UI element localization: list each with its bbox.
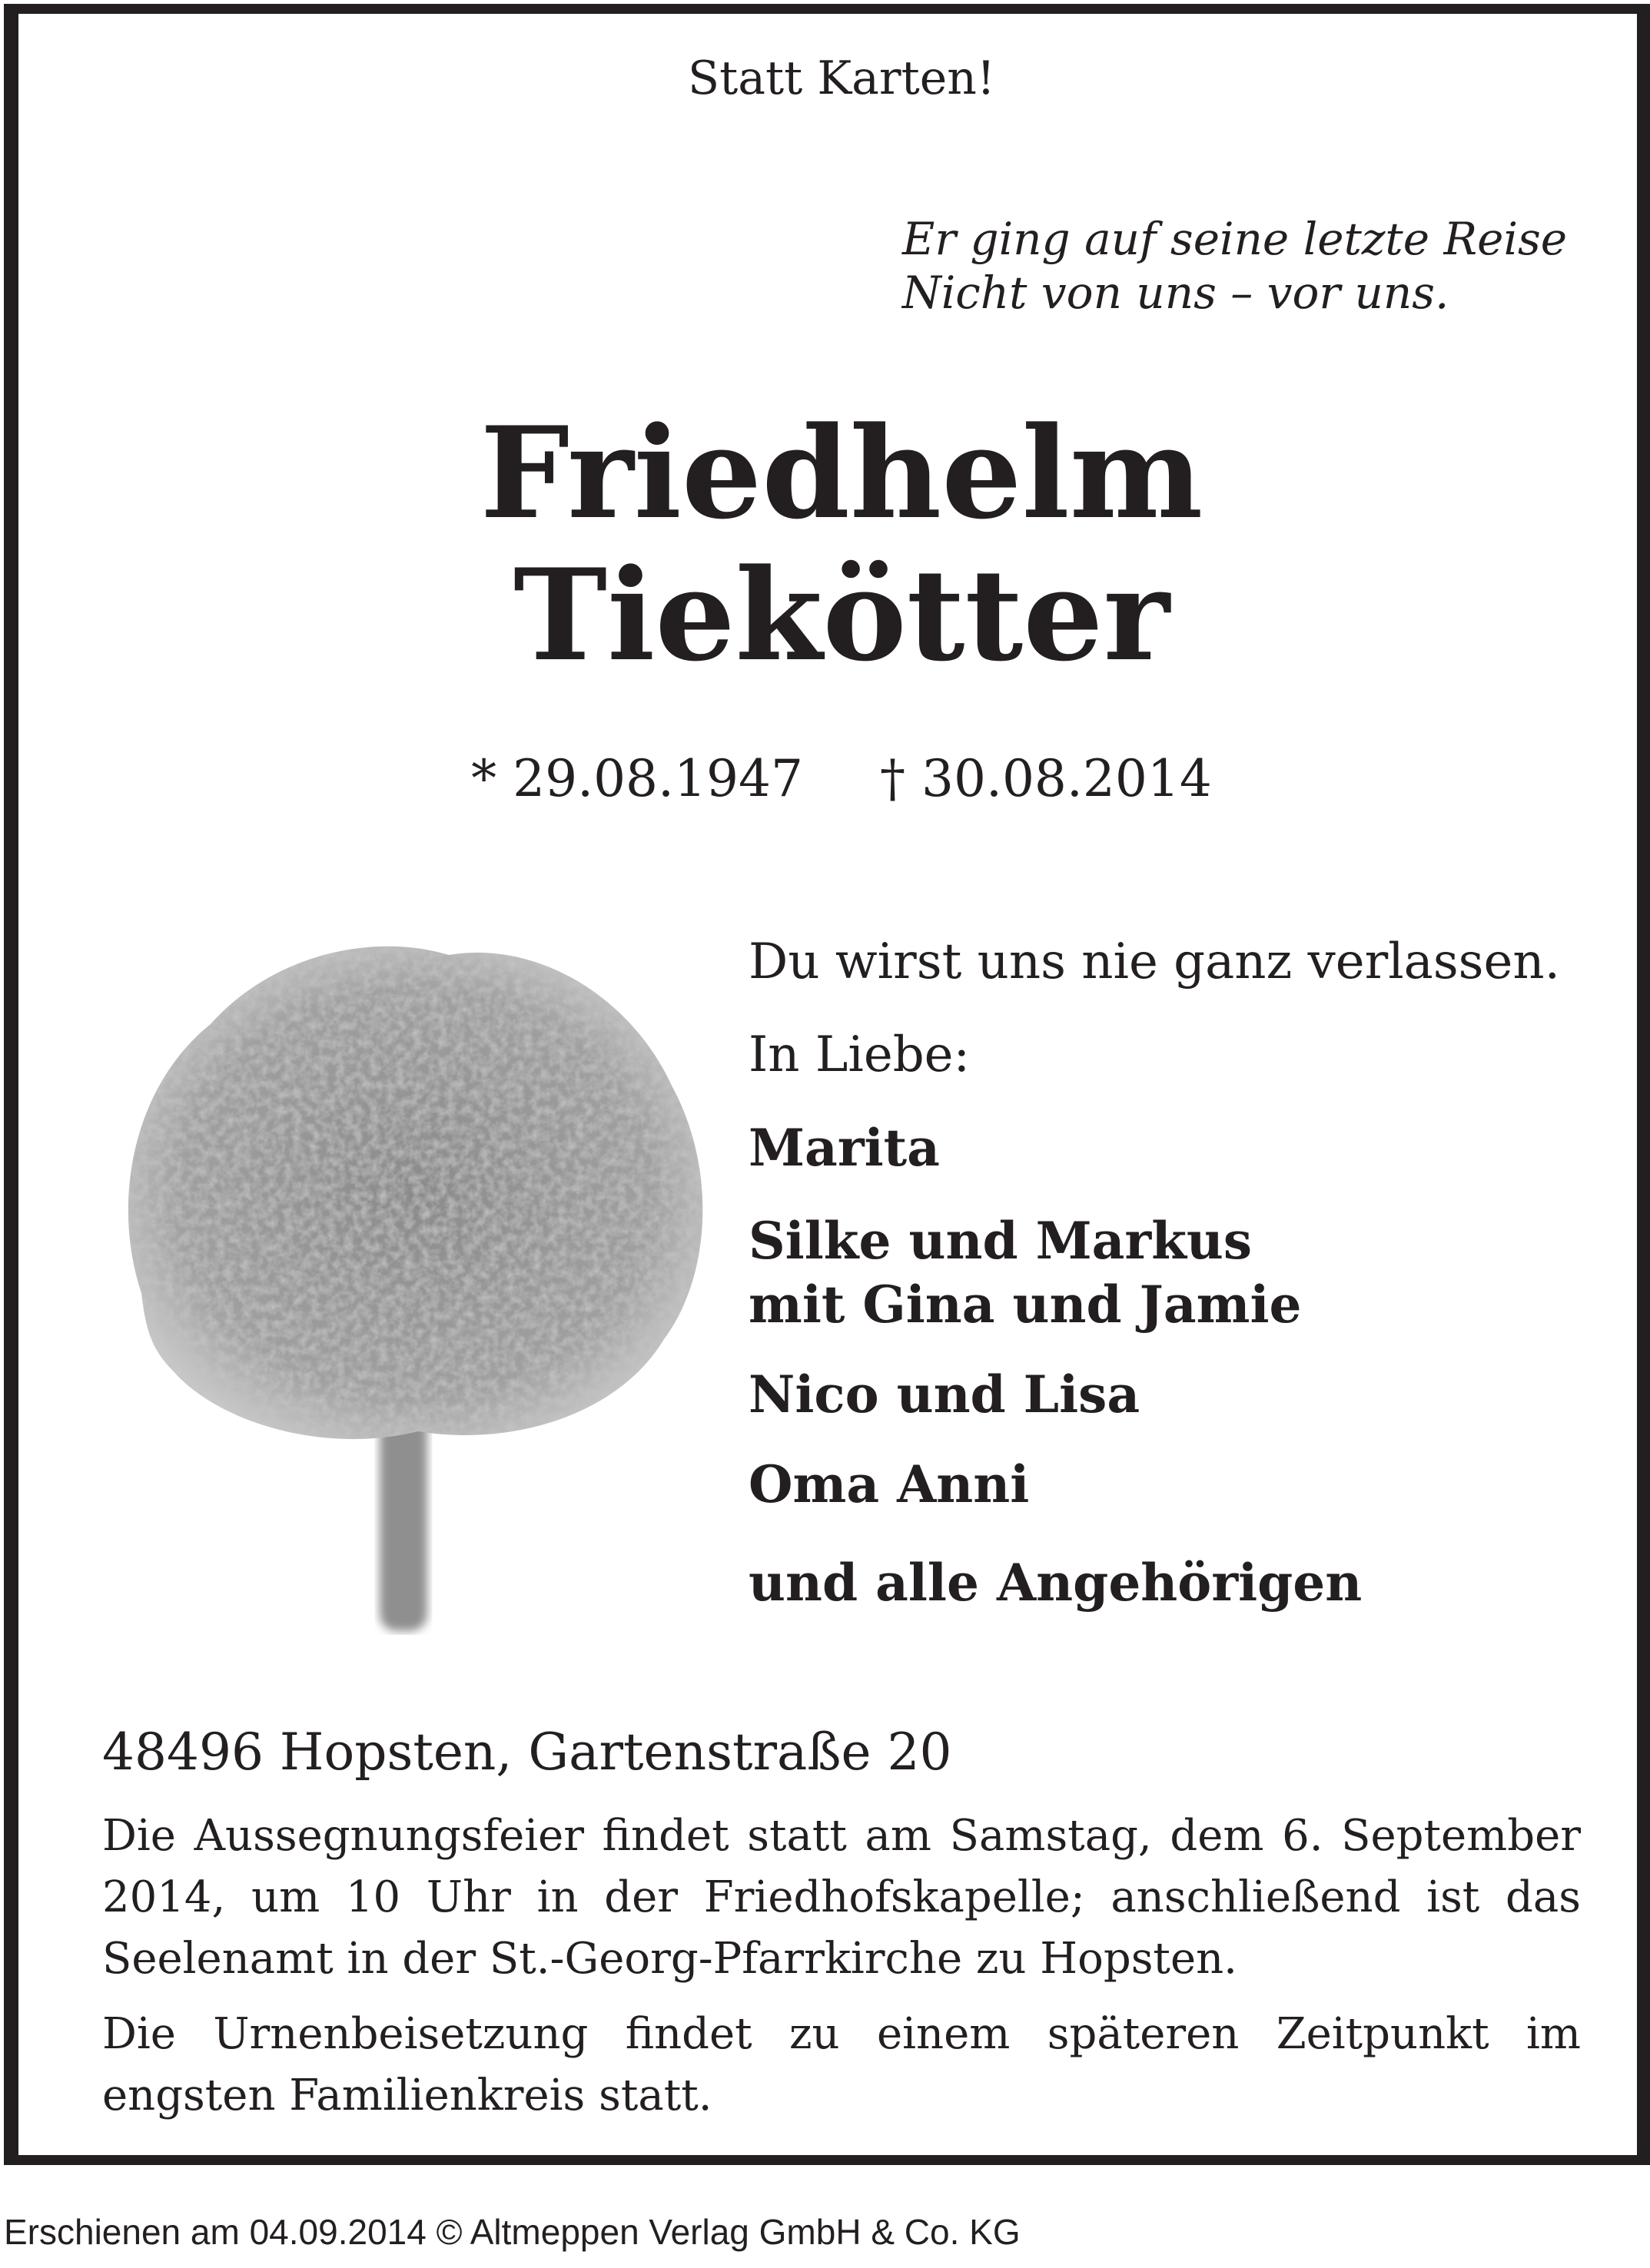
in-love-line: In Liebe: xyxy=(749,1026,971,1083)
mourner-name: und alle Angehörigen xyxy=(749,1553,1363,1613)
life-dates xyxy=(18,749,1650,808)
mourner-name: mit Gina und Jamie xyxy=(749,1275,1302,1335)
mourner-name: Nico und Lisa xyxy=(749,1364,1140,1424)
mourner-name: Marita xyxy=(749,1118,940,1178)
publication-footer: Erschienen am 04.09.2014 © Altmeppen Verlag GmbH & Co. KG xyxy=(4,2212,1021,2252)
motto-quote xyxy=(902,212,1567,320)
deceased-name xyxy=(18,399,1650,689)
motto-line-1: Er ging auf seine letzte Reise xyxy=(902,213,1568,265)
farewell-line: Du wirst uns nie ganz verlassen. xyxy=(749,933,1560,990)
death-date: † 30.08.2014 xyxy=(880,749,1212,808)
mourner-name: Silke und Markus xyxy=(749,1211,1253,1271)
deceased-first-name: Friedhelm xyxy=(480,399,1203,547)
obituary-frame xyxy=(4,4,1650,2165)
ceremony-paragraph: Die Aussegnungsfeier findet statt am Samstag, dem 6. September 2014, um 10 Uhr in der Friedhofskapelle; anschließend ist das Seelenamt in der St.-Georg-Pfarrkirche zu Hopsten. xyxy=(102,1811,1581,1984)
birth-date: * 29.08.1947 xyxy=(471,749,803,808)
urn-paragraph: Die Urnenbeisetzung findet zu einem späteren Zeitpunkt im engsten Familienkreis statt. xyxy=(102,2009,1581,2120)
mourner-name: Oma Anni xyxy=(749,1454,1030,1514)
deceased-last-name: Tiekötter xyxy=(513,541,1170,689)
tree-icon xyxy=(80,894,741,1635)
motto-line-2: Nicht von uns – vor uns. xyxy=(902,267,1449,319)
statt-karten-heading: Statt Karten! xyxy=(688,51,995,105)
address-line: 48496 Hopsten, Gartenstraße 20 xyxy=(102,1723,952,1782)
